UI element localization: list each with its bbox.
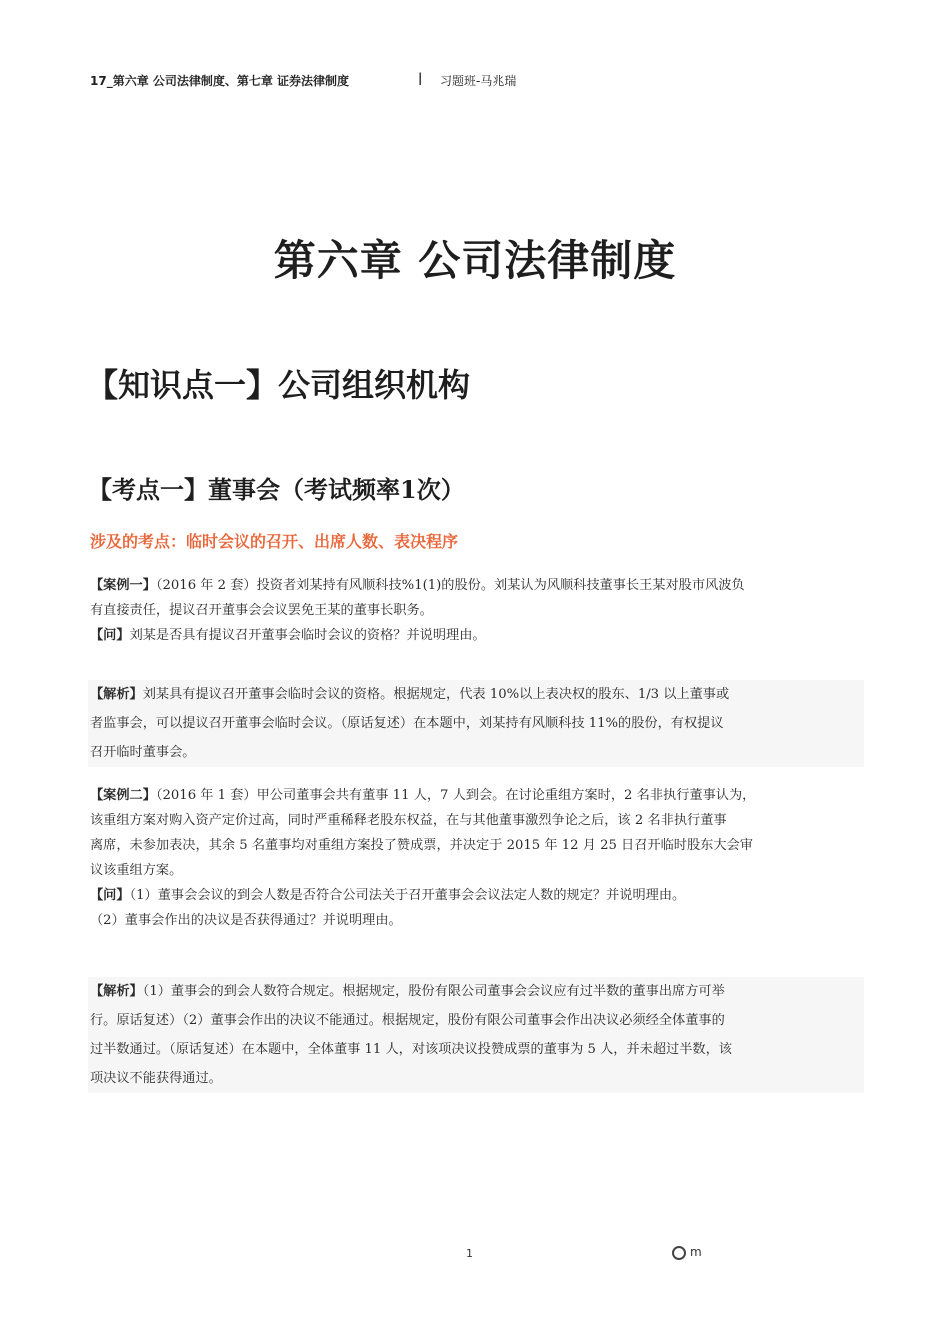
point-title: 【考点一】董事会（考试频率1次） <box>88 475 465 504</box>
question-text: 刘某是否具有提议召开董事会临时会议的资格？并说明理由。 <box>129 628 486 643</box>
analysis-two <box>88 977 864 1093</box>
case-two-line: 该重组方案对购入资产定价过高，同时严重稀释老股东权益，在与其他董事激烈争论之后，该 2 名非执行董事 <box>90 813 727 828</box>
analysis-tag: 【解析】 <box>90 687 143 702</box>
case-one-line <box>90 573 862 598</box>
case-two <box>90 783 862 933</box>
analysis-two-line: 项决议不能获得通过。 <box>90 1071 222 1086</box>
logo-ring-icon <box>672 1246 686 1260</box>
case-two-line <box>90 783 862 808</box>
case-two-text: （2016 年 1 套）甲公司董事会共有董事 11 人，7 人到会。在讨论重组方案时，2 名非执行董事认为， <box>155 788 756 803</box>
case-two-line: 议该重组方案。 <box>90 863 183 878</box>
chapter-title: 第六章 公司法律制度 <box>273 236 677 285</box>
case-two-line: 离席，未参加表决，其余 5 名董事均对重组方案投了赞成票，并决定于 2015 年 12 月 25 日召开临时股东大会审 <box>90 838 753 853</box>
case-two-tag: 【案例二】 <box>90 788 156 803</box>
analysis-one-line: 召开临时董事会。 <box>90 745 196 760</box>
analysis-text: （1）董事会的到会人数符合规定。根据规定，股份有限公司董事会会议应有过半数的董事出席方可举 <box>142 984 725 999</box>
header-course-title: 17_第六章 公司法律制度、第七章 证券法律制度 <box>90 74 350 88</box>
header-separator: | <box>418 71 423 85</box>
question-tag: 【问】 <box>90 888 130 903</box>
page-header <box>90 71 517 89</box>
case-one-line: 有直接责任，提议召开董事会会议罢免王某的董事长职务。 <box>90 603 433 618</box>
analysis-two-line: 行。原话复述）（2）董事会作出的决议不能通过。根据规定，股份有限公司董事会作出决议必须经全体董事的 <box>90 1013 725 1028</box>
brand-logo-icon <box>672 1245 706 1261</box>
case-one-tag: 【案例一】 <box>90 578 156 593</box>
case-one <box>90 573 862 648</box>
analysis-two-line <box>90 977 864 1006</box>
analysis-one <box>88 680 864 767</box>
case-two-question <box>90 883 862 908</box>
logo-text: m <box>690 1245 702 1259</box>
header-class-name: 习题班-马兆瑞 <box>440 74 517 88</box>
page-number: 1 <box>466 1247 473 1260</box>
question-text: （1）董事会会议的到会人数是否符合公司法关于召开董事会会议法定人数的规定？并说明理由。 <box>129 888 686 903</box>
focus-points: 涉及的考点：临时会议的召开、出席人数、表决程序 <box>90 532 459 551</box>
analysis-tag: 【解析】 <box>90 984 143 999</box>
case-one-text: （2016 年 2 套）投资者刘某持有风顺科技%1(1)的股份。刘某认为风顺科技董事长王某对股市风波负 <box>155 578 745 593</box>
case-one-question <box>90 623 862 648</box>
question-tag: 【问】 <box>90 628 130 643</box>
analysis-one-line <box>90 680 864 709</box>
analysis-text: 刘某具有提议召开董事会临时会议的资格。根据规定，代表 10%以上表决权的股东、1/3 以上董事或 <box>142 687 730 702</box>
section-title: 【知识点一】公司组织机构 <box>86 366 471 404</box>
analysis-two-line: 过半数通过。（原话复述）在本题中，全体董事 11 人，对该项决议投赞成票的董事为 5 人，并未超过半数，该 <box>90 1042 732 1057</box>
analysis-one-line: 者监事会，可以提议召开董事会临时会议。（原话复述）在本题中，刘某持有风顺科技 11%的股份，有权提议 <box>90 716 724 731</box>
case-two-question: （2）董事会作出的决议是否获得通过？并说明理由。 <box>90 913 402 928</box>
